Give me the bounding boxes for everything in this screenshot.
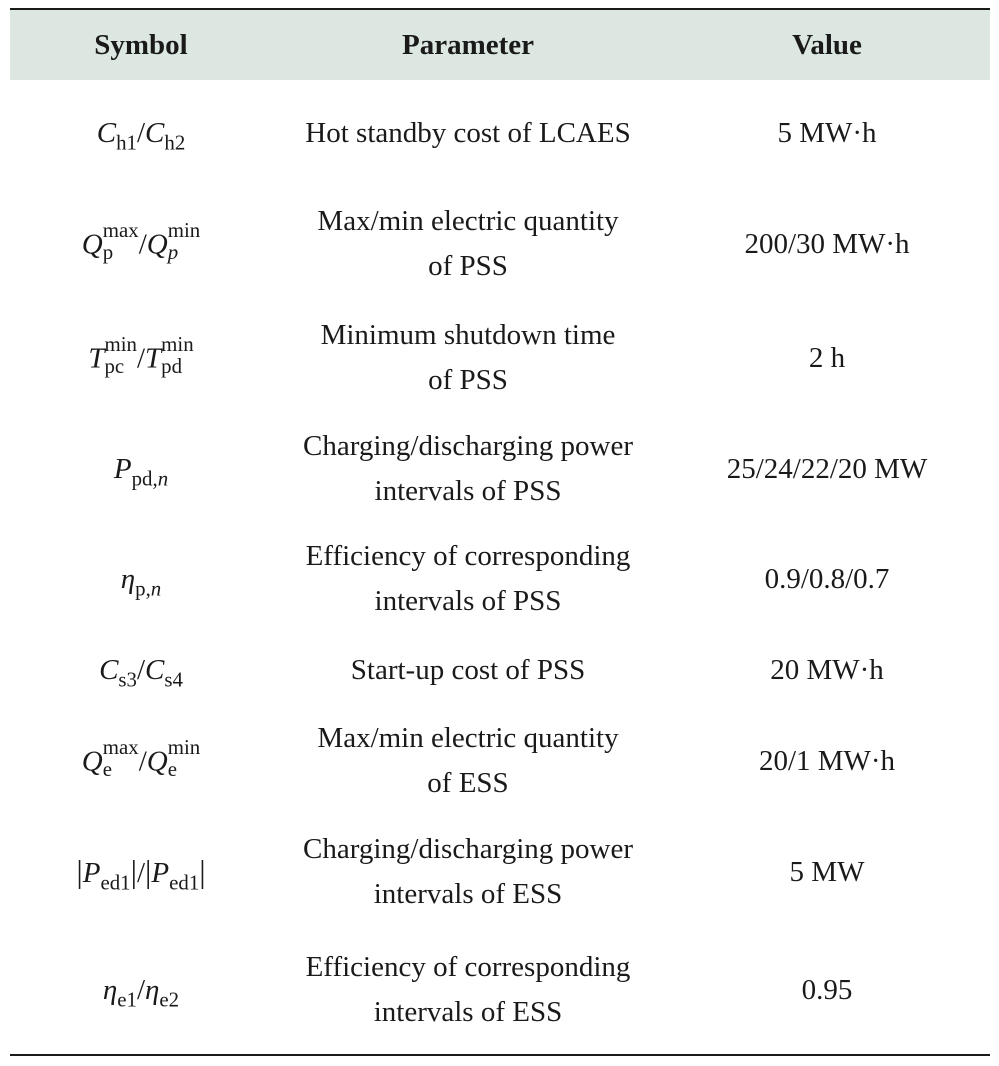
parameter-line: intervals of PSS — [374, 585, 562, 617]
symbol-abs-ped1: $|P_{ed1}|/|P_{ed1}|$ — [76, 853, 206, 894]
parameter-line: Charging/discharging power — [303, 833, 633, 865]
symbol-cell — [10, 302, 272, 414]
header-value: Value — [792, 29, 862, 61]
parameter-line: Efficiency of corresponding — [305, 951, 631, 983]
table-row — [10, 302, 990, 414]
parameter-cell — [272, 414, 664, 524]
value-cell: 0.9/0.8/0.7 — [764, 562, 890, 595]
table-header — [10, 10, 990, 80]
parameter-line: of ESS — [427, 767, 509, 799]
parameter-cell — [272, 80, 664, 186]
symbol-cs3-cs4: $C_{s3}/C_{s4}$ — [99, 653, 183, 691]
value-cell: 20 MW·h — [770, 653, 884, 686]
symbol-eta-p-n: $\eta_{p,n}$ — [120, 562, 162, 600]
value-cell: 25/24/22/20 MW — [726, 452, 928, 485]
parameter-line: of PSS — [428, 364, 508, 396]
symbol-ch1-ch2: $C_{h1}/C_{h2}$ — [96, 116, 186, 154]
symbol-cell — [10, 524, 272, 634]
parameter-cell — [272, 524, 664, 634]
parameter-line: intervals of ESS — [373, 878, 563, 910]
table-row — [10, 928, 990, 1052]
table-row — [10, 524, 990, 634]
parameter-cell — [272, 706, 664, 816]
value-cell: 5 MW·h — [777, 116, 877, 149]
table-row — [10, 414, 990, 524]
table-row — [10, 816, 990, 928]
parameter-line: Efficiency of corresponding — [305, 540, 631, 572]
symbol-ppd-n: $P_{pd,n}$ — [113, 452, 169, 490]
header-parameter: Parameter — [401, 29, 534, 61]
symbol-cell — [10, 80, 272, 186]
parameter-cell — [272, 186, 664, 302]
symbol-qp-max-min: Q max p /Q min p — [81, 218, 201, 265]
value-cell: 200/30 MW·h — [744, 227, 910, 260]
parameter-line: Minimum shutdown time — [320, 319, 616, 351]
value-cell: 5 MW — [789, 855, 865, 888]
symbol-tpc-tpd-min: T min pc /T min pd — [88, 332, 194, 379]
table-row — [10, 80, 990, 186]
table-bottom-rule — [10, 1054, 990, 1056]
parameter-line: Start-up cost of PSS — [350, 653, 586, 686]
header-symbol: Symbol — [94, 29, 188, 61]
parameter-cell — [272, 634, 664, 706]
parameter-cell — [272, 302, 664, 414]
table-row — [10, 634, 990, 706]
symbol-cell — [10, 928, 272, 1052]
parameter-cell — [272, 928, 664, 1052]
symbol-cell — [10, 414, 272, 524]
parameter-line: Hot standby cost of LCAES — [305, 116, 631, 149]
parameter-cell — [272, 816, 664, 928]
parameter-line: intervals of ESS — [373, 996, 563, 1028]
symbol-cell — [10, 706, 272, 816]
table-row — [10, 706, 990, 816]
symbol-cell — [10, 816, 272, 928]
parameter-line: Max/min electric quantity — [317, 722, 619, 754]
parameter-line: Max/min electric quantity — [317, 205, 619, 237]
parameter-line: intervals of PSS — [374, 475, 562, 507]
symbol-cell — [10, 634, 272, 706]
parameter-line: of PSS — [428, 250, 508, 282]
table-row — [10, 186, 990, 302]
parameter-line: Charging/discharging power — [303, 430, 633, 462]
symbol-eta-e1-e2: $\eta_{e1}/\eta_{e2}$ — [102, 973, 180, 1011]
symbol-qe-max-min: Q max e /Q min e — [81, 735, 201, 782]
value-cell: 2 h — [808, 341, 846, 374]
value-cell: 0.95 — [801, 973, 853, 1006]
symbol-cell — [10, 186, 272, 302]
value-cell: 20/1 MW·h — [758, 744, 896, 777]
